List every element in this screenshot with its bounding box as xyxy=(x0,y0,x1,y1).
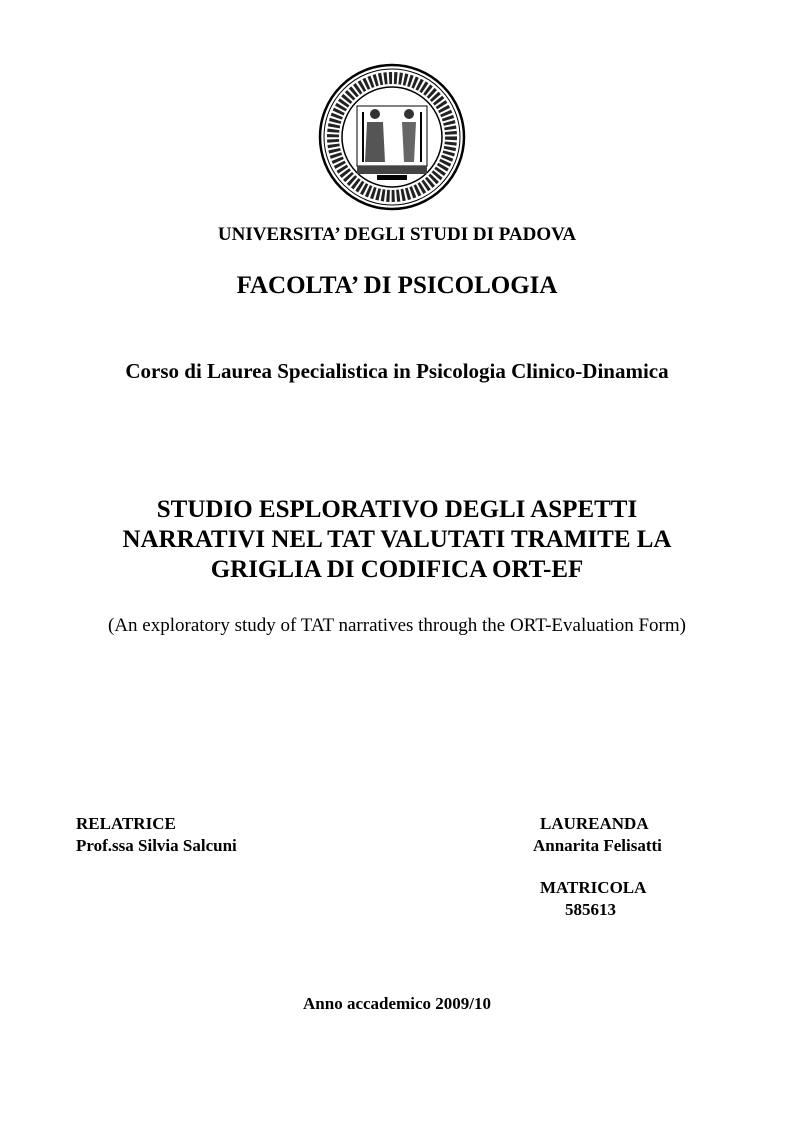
university-name: UNIVERSITA’ DEGLI STUDI DI PADOVA xyxy=(217,224,577,245)
thesis-subtitle: (An exploratory study of TAT narratives through the ORT-Evaluation Form) xyxy=(108,615,686,636)
thesis-title-line: STUDIO ESPLORATIVO DEGLI ASPETTI xyxy=(156,496,638,523)
laureanda-label: LAUREANDA xyxy=(540,814,649,833)
thesis-title-line: GRIGLIA DI CODIFICA ORT-EF xyxy=(210,556,584,583)
relatrice-label: RELATRICE xyxy=(76,814,176,833)
faculty-name: FACOLTA’ DI PSICOLOGIA xyxy=(236,272,558,299)
course-name: Corso di Laurea Specialistica in Psicologia Clinico-Dinamica xyxy=(125,359,669,383)
matricola-label: MATRICOLA xyxy=(540,878,647,897)
relatrice-name: Prof.ssa Silvia Salcuni xyxy=(76,836,237,855)
laureanda-name: Annarita Felisatti xyxy=(533,836,662,855)
academic-year: Anno accademico 2009/10 xyxy=(303,994,491,1013)
thesis-title xyxy=(0,495,794,585)
matricola-value: 585613 xyxy=(565,900,616,919)
university-seal xyxy=(317,62,467,212)
thesis-title-line: NARRATIVI NEL TAT VALUTATI TRAMITE LA xyxy=(122,526,672,553)
